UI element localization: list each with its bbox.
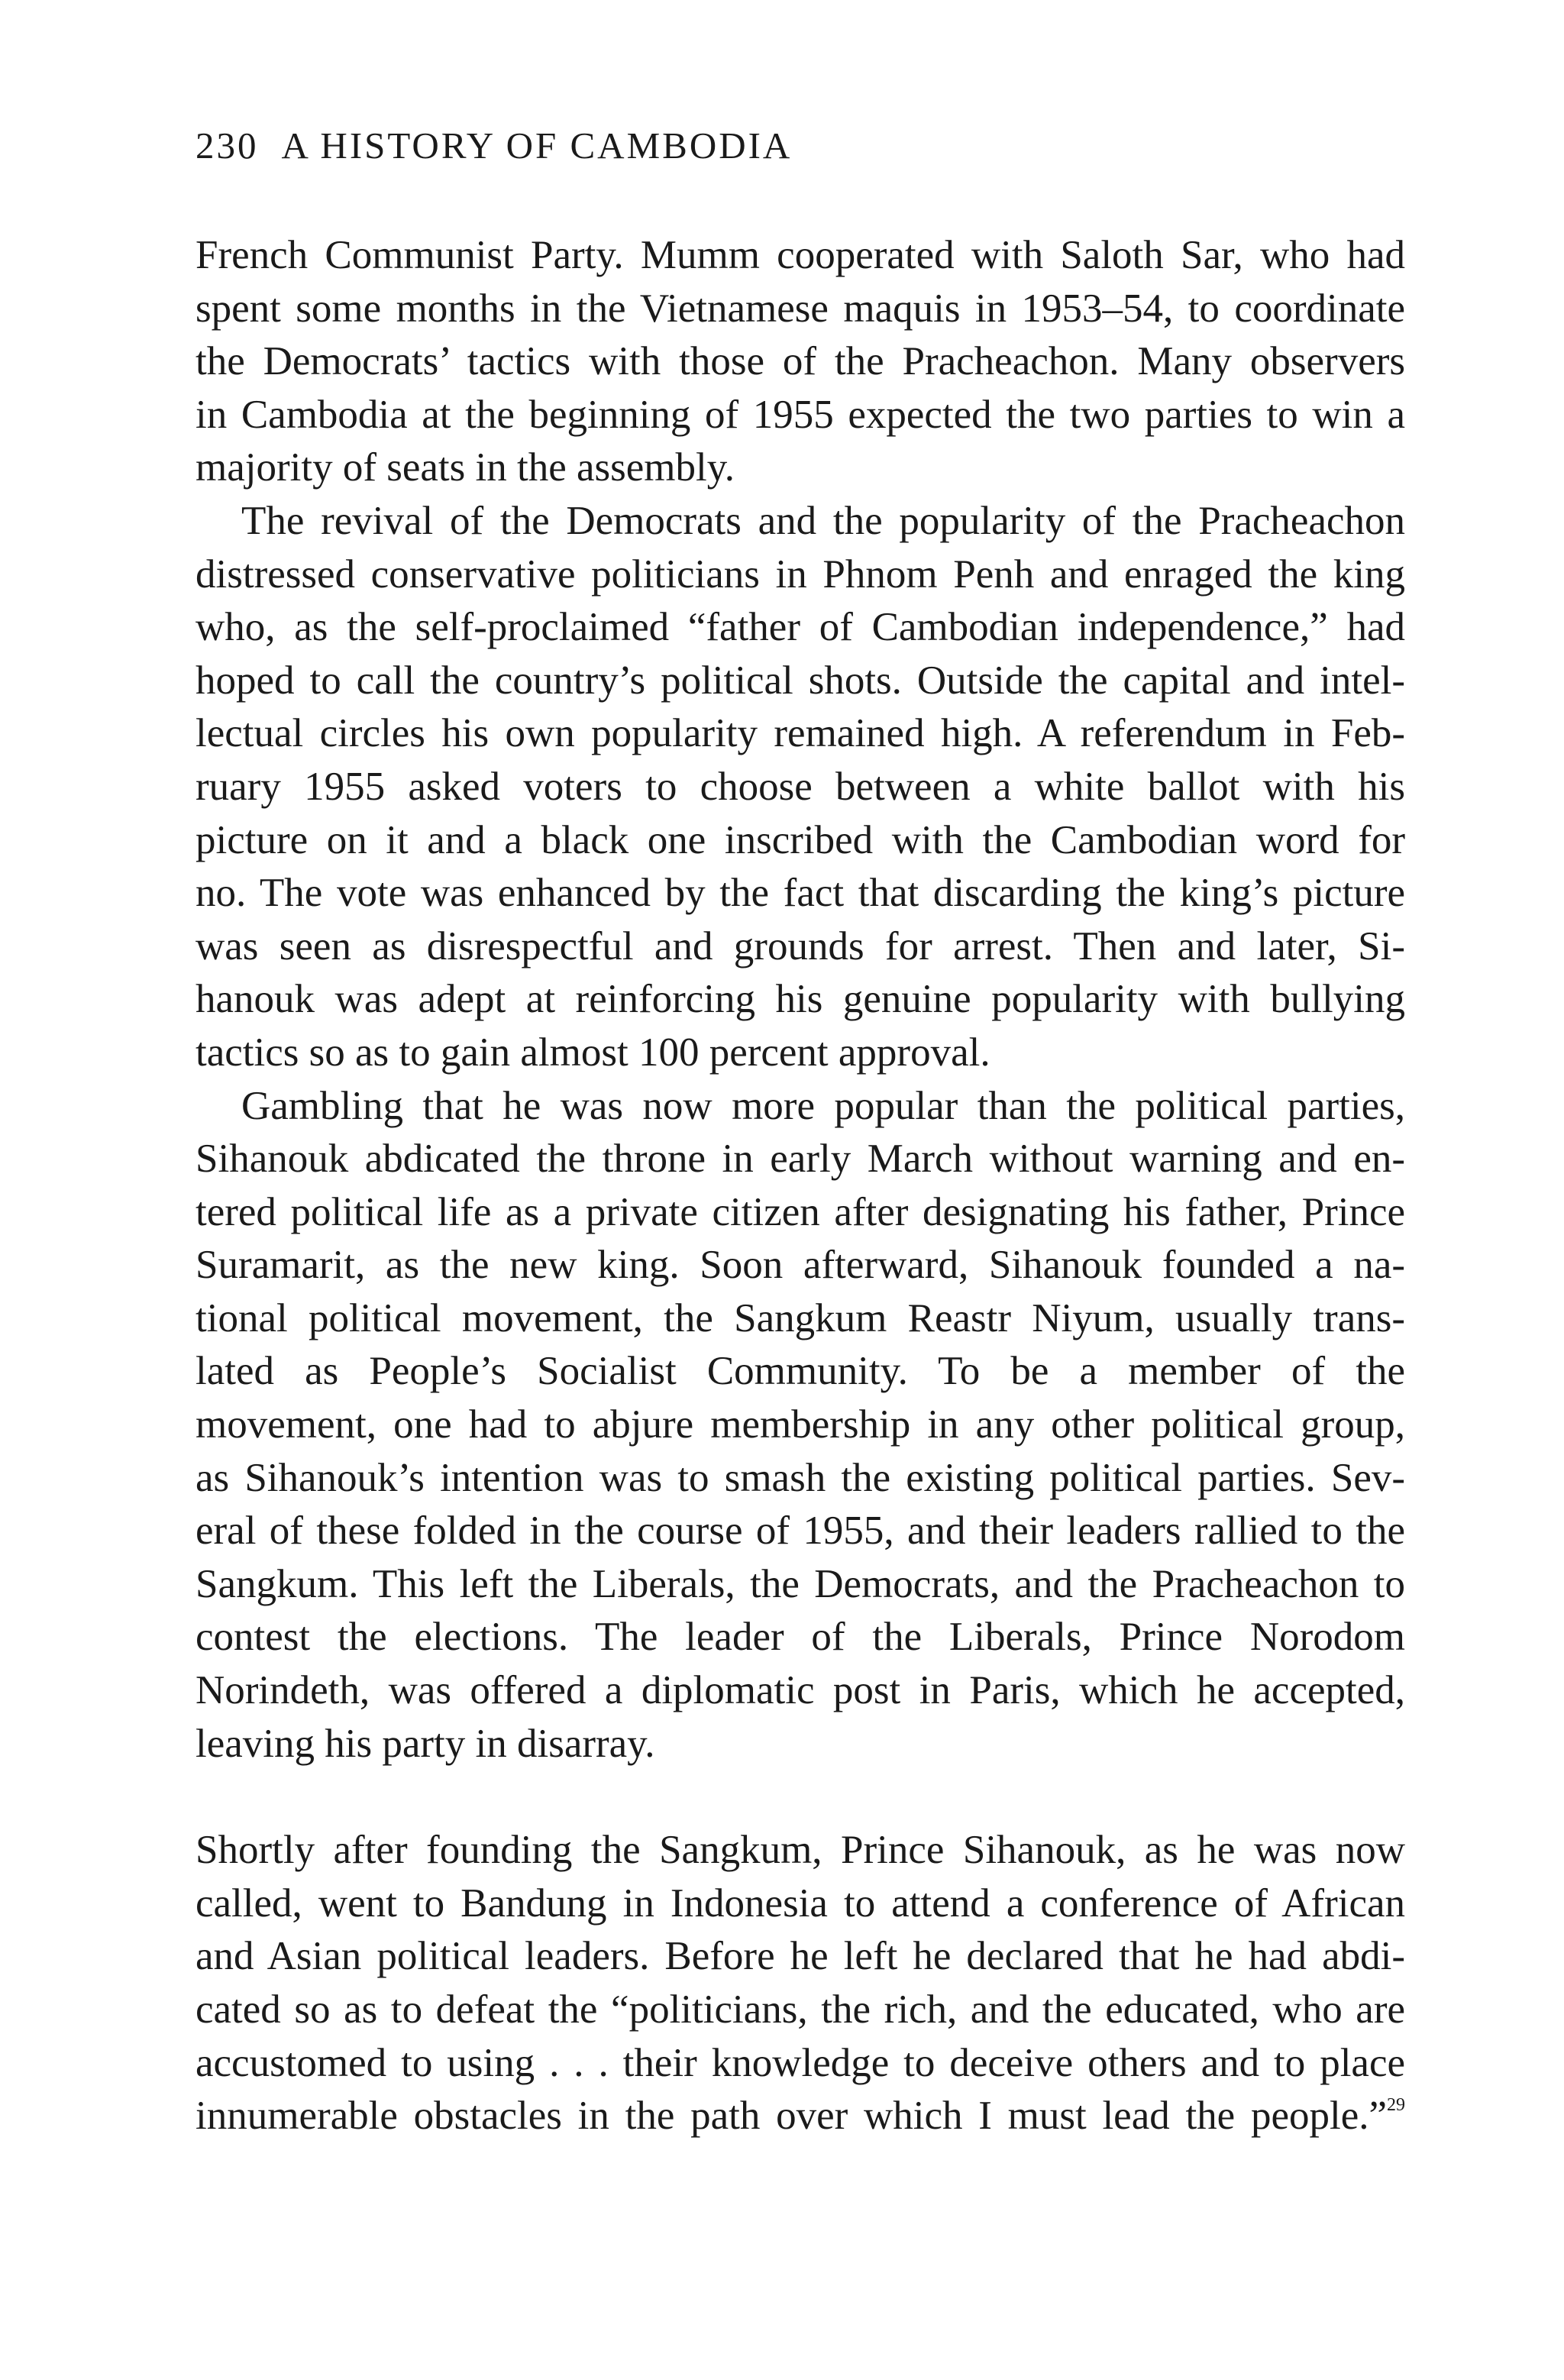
text-line: French Communist Party. Mumm cooperated with Saloth Sar, who had <box>196 233 1405 277</box>
text-line: Gambling that he was now more popular than the political parties, <box>241 1083 1405 1128</box>
text-line: innumerable obstacles in the path over which I must lead the people.” <box>196 2094 1387 2139</box>
text-line: Shortly after founding the Sangkum, Prince Sihanouk, as he was now <box>196 1828 1405 1873</box>
text-line: hanouk was adept at reinforcing his genuine popularity with bullying <box>196 977 1405 1022</box>
text-line: majority of seats in the assembly. <box>196 445 735 490</box>
text-line: leaving his party in disarray. <box>196 1721 655 1766</box>
text-line: tional political movement, the Sangkum Reastr Niyum, usually trans- <box>196 1295 1405 1340</box>
text-line: and Asian political leaders. Before he left he declared that he had abdi- <box>196 1934 1405 1979</box>
footnote-reference[interactable]: 29 <box>1387 2095 1405 2116</box>
text-line: Sangkum. This left the Liberals, the Democrats, and the Pracheachon to <box>196 1561 1405 1606</box>
text-line: cated so as to defeat the “politicians, the rich, and the educated, who are <box>196 1987 1405 2032</box>
running-head <box>196 124 793 167</box>
paragraph <box>196 229 1405 495</box>
text-line: as Sihanouk’s intention was to smash the existing political parties. Sev- <box>196 1455 1405 1500</box>
text-line: tactics so as to gain almost 100 percent approval. <box>196 1030 990 1075</box>
text-line: tered political life as a private citizen after designating his father, Prince <box>196 1189 1405 1234</box>
text-line: hoped to call the country’s political shots. Outside the capital and intel- <box>196 658 1405 703</box>
section-break <box>196 1770 1405 1824</box>
paragraph <box>196 1080 1405 1771</box>
text-line: the Democrats’ tactics with those of the Pracheachon. Many observers <box>196 339 1405 384</box>
text-line: lectual circles his own popularity remained high. A referendum in Feb- <box>196 711 1405 756</box>
text-line: who, as the self-proclaimed “father of Cambodian independence,” had <box>196 605 1405 650</box>
text-line: ruary 1955 asked voters to choose between a white ballot with his <box>196 764 1405 809</box>
text-line: movement, one had to abjure membership in any other political group, <box>196 1402 1405 1447</box>
text-line: contest the elections. The leader of the Liberals, Prince Norodom <box>196 1615 1405 1660</box>
paragraph <box>196 495 1405 1080</box>
text-line: no. The vote was enhanced by the fact that discarding the king’s picture <box>196 871 1405 916</box>
text-line: picture on it and a black one inscribed with the Cambodian word for <box>196 817 1405 862</box>
text-line: The revival of the Democrats and the popularity of the Pracheachon <box>241 498 1405 543</box>
text-line-with-note <box>196 2090 1405 2143</box>
paragraph <box>196 1824 1405 2143</box>
body-text <box>196 229 1405 2143</box>
text-line: Sihanouk abdicated the throne in early March without warning and en- <box>196 1137 1405 1182</box>
page-number: 230 <box>196 124 259 167</box>
text-line: eral of these folded in the course of 1955, and their leaders rallied to the <box>196 1509 1405 1554</box>
text-line: distressed conservative politicians in Phnom Penh and enraged the king <box>196 551 1405 597</box>
text-line: Suramarit, as the new king. Soon afterward, Sihanouk founded a na- <box>196 1243 1405 1288</box>
text-line: called, went to Bandung in Indonesia to attend a conference of African <box>196 1880 1405 1926</box>
text-line: Norindeth, was offered a diplomatic post in Paris, which he accepted, <box>196 1668 1405 1713</box>
text-line: was seen as disrespectful and grounds for arrest. Then and later, Si- <box>196 923 1405 968</box>
book-title: A HISTORY OF CAMBODIA <box>281 124 793 167</box>
text-line: accustomed to using . . . their knowledge to deceive others and to place <box>196 2040 1405 2085</box>
text-line: in Cambodia at the beginning of 1955 expected the two parties to win a <box>196 392 1405 437</box>
text-line: spent some months in the Vietnamese maquis in 1953–54, to coordinate <box>196 286 1405 331</box>
text-line: lated as People’s Socialist Community. To be a member of the <box>196 1349 1405 1394</box>
